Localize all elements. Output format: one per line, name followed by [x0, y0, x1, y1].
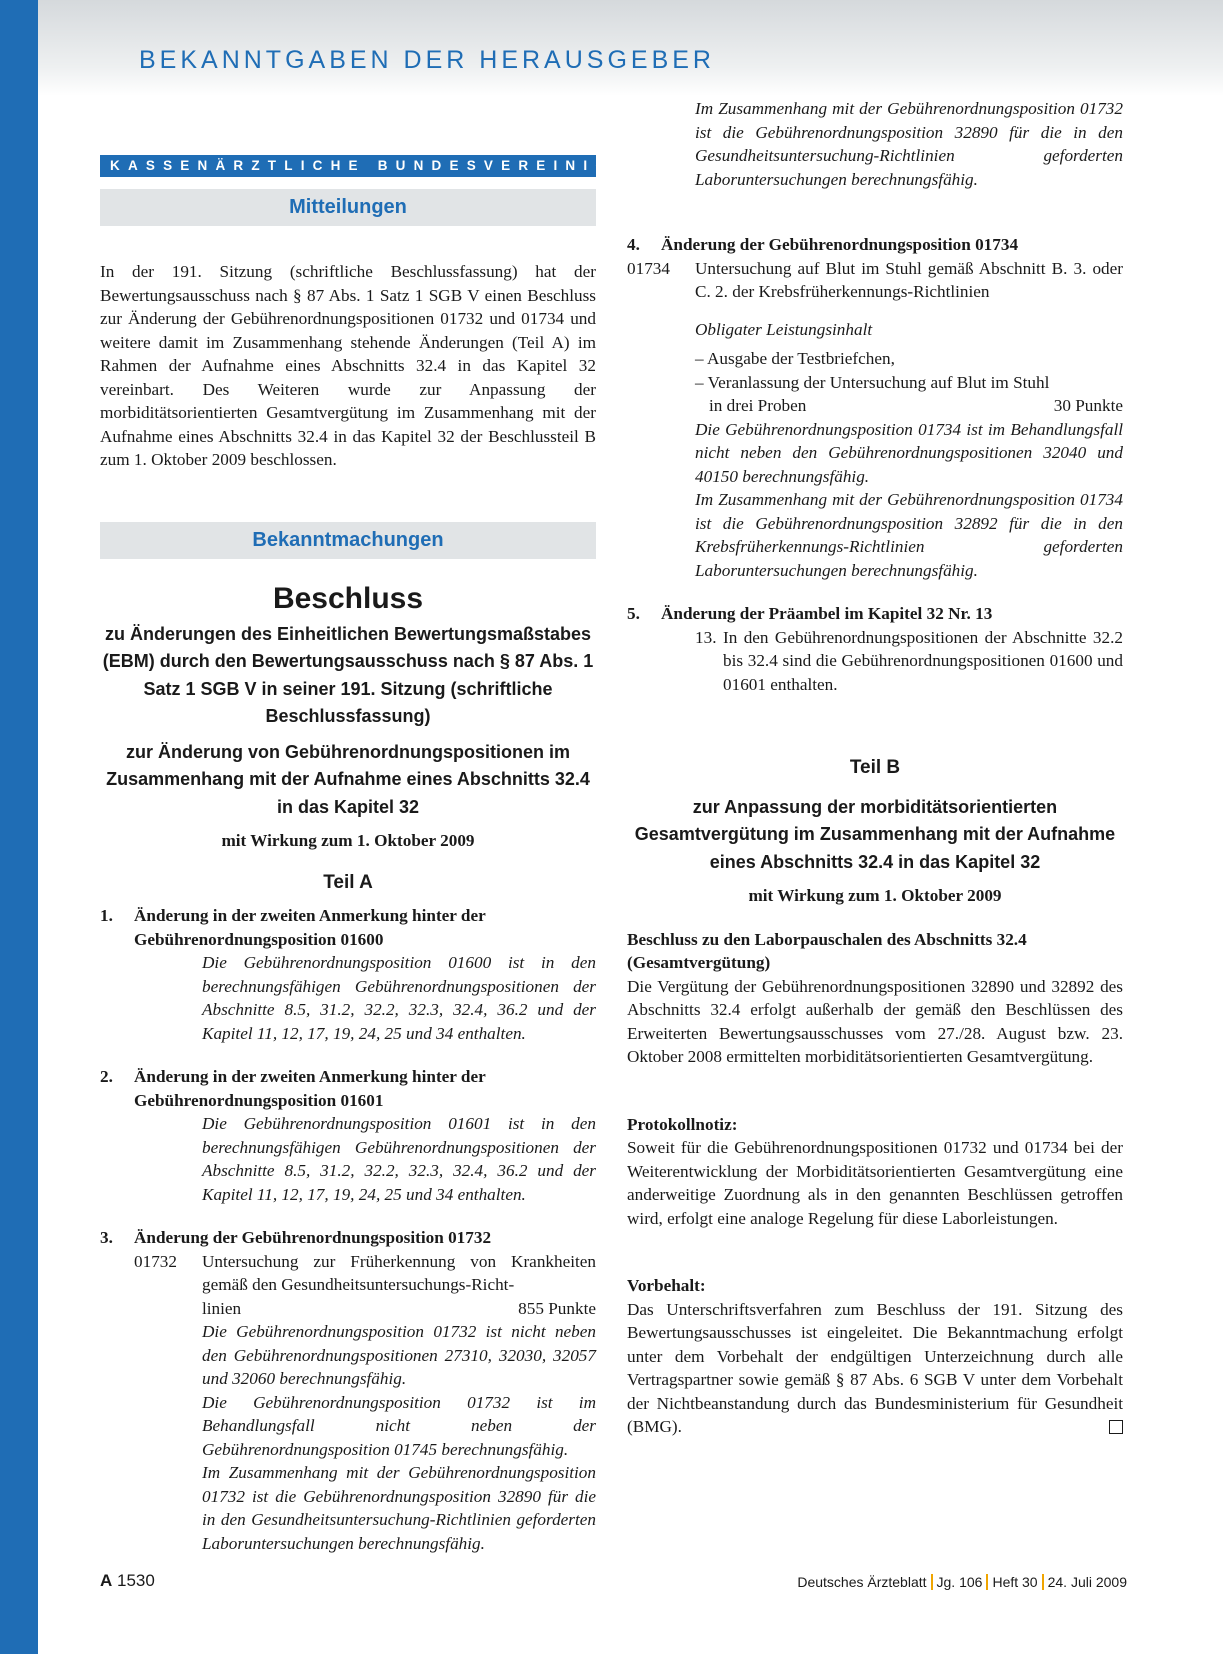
teil-b-subtitle: zur Anpassung der morbiditätsorientierten Gesamtvergütung im Zusammenhang mit der Aufnahme eines Abschnitts 32.4 in das Kapitel 32 [634, 796, 1116, 872]
header-band [38, 0, 1223, 96]
item-number: 4. [627, 235, 640, 254]
item-number: 1. [100, 906, 113, 925]
teil-b-effective-date: mit Wirkung zum 1. Oktober 2009 [748, 886, 1002, 905]
mitteilungen-heading: Mitteilungen [100, 189, 596, 226]
item-3-note-continued [627, 99, 1123, 214]
teil-a-item-3 [100, 1226, 596, 1553]
item-title: Änderung in der zweiten Anmerkung hinter der Gebührenordnungsposition 01600 [134, 906, 486, 949]
teil-b-heading: Teil B [849, 757, 901, 778]
item-heading [100, 1226, 596, 1250]
protokoll-title: Protokollnotiz: [627, 1114, 738, 1134]
preamble-note [627, 626, 1123, 697]
vorbehalt-text [627, 1298, 1123, 1439]
position-note: Die Gebührenordnungsposition 01732 ist nicht neben den Gebührenordnungspositionen 27310, 32030, 32057 und 32060 berechnungsfähig. [202, 1322, 596, 1388]
teil-a-item-5 [627, 602, 1123, 696]
beschluss-subtitle-2: zur Änderung von Gebührenordnungspositionen im Zusammenhang mit der Aufnahme eines Abschnitts 32.4 in das Kapitel 32 [106, 741, 590, 817]
preamble-note-text: In den Gebührenordnungspositionen der Abschnitte 32.2 bis 32.4 sind die Gebührenordnungspositionen 01600 und 01601 enthalten. [723, 627, 1123, 694]
vorbehalt-title: Vorbehalt: [627, 1276, 706, 1295]
teil-a-item-2 [100, 1065, 596, 1206]
item-number: 2. [100, 1067, 113, 1086]
separator [1042, 1574, 1044, 1590]
org-band: KASSENÄRZTLICHE BUNDESVEREINIGUNG [100, 155, 596, 177]
position-note: Die Gebührenordnungsposition 01734 ist im Behandlungsfall nicht neben den Gebührenordnungspositionen 32040 und 40150 berechnungsfähig. [695, 419, 1123, 486]
item-title: Änderung der Gebührenordnungsposition 01732 [134, 1228, 492, 1247]
journal-date: 24. Juli 2009 [1047, 1574, 1127, 1590]
points-value: 855 Punkte [518, 1298, 596, 1318]
item-text: Die Gebührenordnungsposition 01601 ist in den berechnungsfähigen Gebührenordnungspositionen der Abschnitte 8.5, 31.2, 32.2, 32.3, 32.4, 36.2 und der Kapitel 11, 12, 17, 19, 24, 25 und 34 enthalten. [202, 1114, 596, 1204]
page-number-value: 1530 [117, 1571, 155, 1590]
points-line [202, 1297, 596, 1321]
beschluss-section-title: Beschluss zu den Laborpauschalen des Abschnitts 32.4 (Gesamtvergütung) [627, 929, 1027, 972]
item-title: Änderung der Gebührenordnungsposition 01734 [661, 235, 1019, 254]
journal-info [797, 1574, 1127, 1590]
beschluss-subtitle-1: zu Änderungen des Einheitlichen Bewertungsmaßstabes (EBM) durch den Bewertungsausschuss nach § 87 Abs. 1 Satz 1 SGB V in seiner 191. Sitzung (schriftliche Beschlussfassung) [102, 623, 594, 726]
points-value: 30 Punkte [1053, 396, 1123, 415]
page-prefix: A [100, 1571, 113, 1590]
teil-a-heading: Teil A [323, 871, 373, 893]
vorbehalt-text-content: Das Unterschriftsverfahren zum Beschluss der 191. Sitzung des Bewertungsausschusses ist eingeleitet. Die Bekanntmachung erfolgt unter dem Vorbehalt der endgültigen Unterzeichnung durch alle Vertragspartner sowie gemäß § 87 Abs. 6 SGB V unter dem Vorbehalt der Nichtbeanstandung durch das Bundesministerium für Gesundheit (BMG). [627, 1299, 1123, 1436]
section-header-title: BEKANNTGABEN DER HERAUSGEBER [139, 46, 715, 74]
mitteilungen-text: In der 191. Sitzung (schriftliche Beschlussfassung) hat der Bewertungsausschuss nach § 87 Abs. 1 Satz 1 SGB V einen Beschluss zur Änderung der Gebührenordnungspositionen 01732 und 01734 und weitere damit im Zusammenhang stehende Änderungen (Teil A) im Rahmen der Aufnahme eines Abschnitts 32.4 in das Kapitel 32 vereinbart. Des Weiteren wurde zur Anpassung der morbiditätsorientierten Gesamtvergütung im Zusammenhang mit der Aufnahme eines Abschnitts 32.4 in das Kapitel 32 der Beschlussteil B zum 1. Oktober 2009 beschlossen. [100, 262, 596, 469]
bullet-item: – Ausgabe der Testbriefchen, [695, 349, 895, 368]
beschluss-title: Beschluss [272, 581, 424, 615]
bullet-item-continued: in drei Proben [709, 396, 807, 415]
side-color-bar [0, 0, 38, 1654]
bekanntmachungen-heading: Bekanntmachungen [100, 522, 596, 559]
journal-issue: Heft 30 [992, 1574, 1038, 1590]
right-column [627, 99, 1123, 1439]
item-number: 3. [100, 1228, 113, 1247]
item-heading [100, 1065, 596, 1112]
beschluss-section-text: Die Vergütung der Gebührenordnungspositionen 32890 und 32892 des Abschnitts 32.4 erfolgt außerhalb der gemäß den Beschlüssen des Erweiterten Bewertungsausschusses vom 27./28. August bzw. 23. Oktober 2008 ermittelten morbiditätsorientierten Gesamtvergütung. [627, 976, 1123, 1066]
item-title: Änderung in der zweiten Anmerkung hinter der Gebührenordnungsposition 01601 [134, 1067, 486, 1110]
position-code: 01734 [627, 258, 670, 278]
teil-a-item-4 [627, 233, 1123, 582]
position-note: Im Zusammenhang mit der Gebührenordnungsposition 01732 ist die Gebührenordnungsposition 32890 für die in den Gesundheitsuntersuchung-Richtlinien geforderten Laboruntersuchungen berechnungsfähig. [202, 1463, 596, 1553]
position-description-end: linien [202, 1298, 242, 1318]
teil-a-effective-date: mit Wirkung zum 1. Oktober 2009 [221, 831, 475, 850]
points-line [695, 394, 1123, 418]
end-mark-icon [1109, 1420, 1123, 1434]
preamble-note-number: 13. [695, 627, 717, 647]
code-row [100, 1250, 596, 1553]
code-row [627, 257, 1123, 583]
journal-name: Deutsches Ärzteblatt [797, 1574, 927, 1590]
item-heading [100, 904, 596, 951]
obligatory-content-label: Obligater Leistungsinhalt [695, 319, 873, 339]
position-description: Untersuchung auf Blut im Stuhl gemäß Abschnitt B. 3. oder C. 2. der Krebsfrüherkennungs-Richtlinien [695, 258, 1123, 301]
protokoll-text: Soweit für die Gebührenordnungspositionen 01732 und 01734 bei der Weiterentwicklung der Morbiditätsorientierten Gesamtvergütung eine anderweitige Zuordnung als in den genannten Beschlüssen getroffen wird, erfolgt eine analoge Regelung für diese Laborleistungen. [627, 1138, 1123, 1228]
teil-a-item-1 [100, 904, 596, 1045]
position-code: 01732 [134, 1251, 177, 1271]
item-heading [627, 602, 1123, 626]
item-text: Die Gebührenordnungsposition 01600 ist in den berechnungsfähigen Gebührenordnungspositionen der Abschnitte 8.5, 31.2, 32.2, 32.3, 32.4, 36.2 und der Kapitel 11, 12, 17, 19, 24, 25 und 34 enthalten. [202, 953, 596, 1043]
page-number [100, 1571, 155, 1591]
position-description: Untersuchung zur Früherkennung von Krankheiten gemäß den Gesundheitsuntersuchungs-Richt- [202, 1251, 596, 1294]
separator [986, 1574, 988, 1590]
item-number: 5. [627, 604, 640, 623]
position-note: Im Zusammenhang mit der Gebührenordnungsposition 01734 ist die Gebührenordnungsposition 32892 für die in den Krebsfrüherkennungs-Richtlinien geforderten Laboruntersuchungen berechnungsfähig. [695, 490, 1123, 580]
item-title: Änderung der Präambel im Kapitel 32 Nr. 13 [661, 604, 993, 623]
position-note: Die Gebührenordnungsposition 01732 ist im Behandlungsfall nicht neben der Gebührenordnungsposition 01745 berechnungsfähig. [202, 1392, 596, 1459]
item-heading [627, 233, 1123, 257]
journal-volume: Jg. 106 [936, 1574, 983, 1590]
separator [931, 1574, 933, 1590]
position-note-continued: Im Zusammenhang mit der Gebührenordnungsposition 01732 ist die Gebührenordnungsposition 32890 für die in den Gesundheitsuntersuchung-Richtlinien geforderten Laboruntersuchungen berechnungsfähig. [695, 99, 1123, 189]
bullet-item: – Veranlassung der Untersuchung auf Blut im Stuhl [695, 372, 1050, 392]
